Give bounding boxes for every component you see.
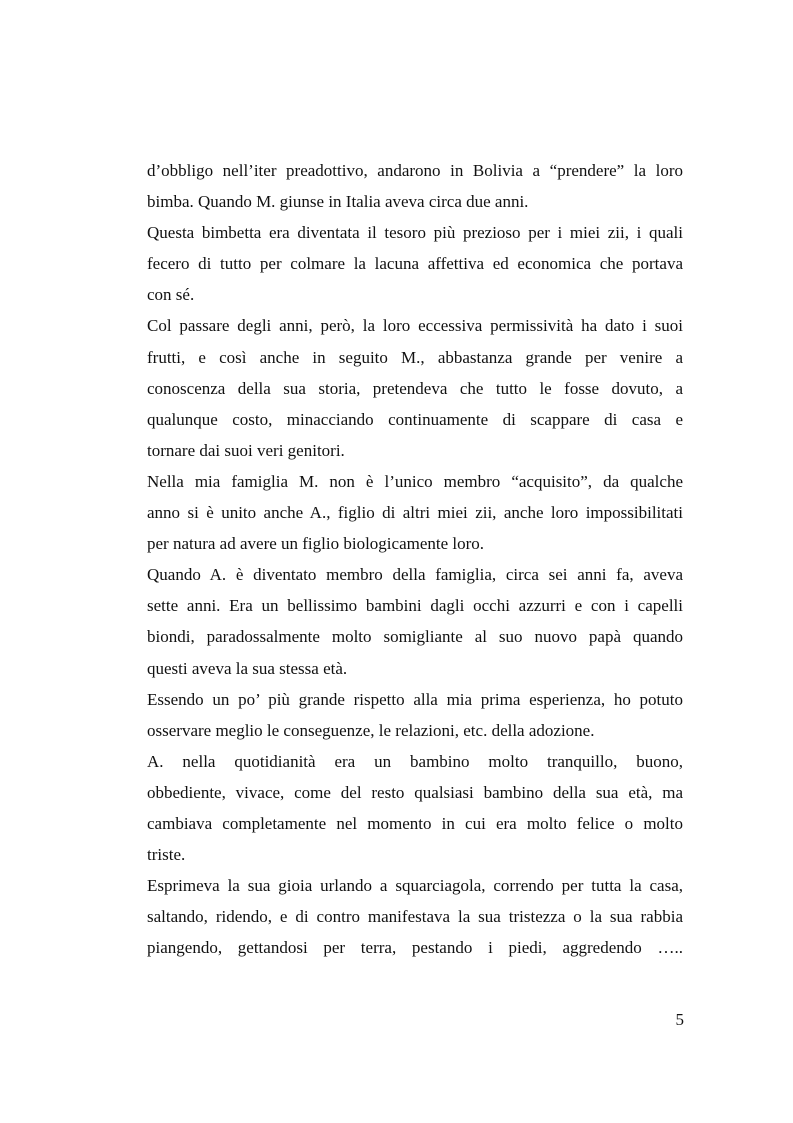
text-line: qualunque costo, minacciando continuamente di scappare di casa e xyxy=(147,409,683,429)
text-line: A. nella quotidianità era un bambino molto tranquillo, buono, xyxy=(147,751,683,771)
text-line: osservare meglio le conseguenze, le relazioni, etc. della adozione. xyxy=(147,720,595,740)
body-text xyxy=(147,155,683,963)
text-line: anno si è unito anche A., figlio di altri miei zii, anche loro impossibilitati xyxy=(147,503,683,523)
text-line: tornare dai suoi veri genitori. xyxy=(147,440,345,460)
text-line: sette anni. Era un bellissimo bambini dagli occhi azzurri e con i capelli xyxy=(147,596,683,616)
text-line: d’obbligo nell’iter preadottivo, andarono in Bolivia a “prendere” la loro xyxy=(147,161,683,180)
text-line: saltando, ridendo, e di contro manifestava la sua tristezza o la sua rabbia xyxy=(147,907,683,927)
text-line: bimba. Quando M. giunse in Italia aveva circa due anni. xyxy=(147,192,529,212)
text-line: Esprimeva la sua gioia urlando a squarciagola, correndo per tutta la casa, xyxy=(147,876,683,896)
text-line: piangendo, gettandosi per terra, pestando i piedi, aggredendo ….. xyxy=(147,938,683,958)
text-line: questi aveva la sua stessa età. xyxy=(147,658,348,678)
text-line: biondi, paradossalmente molto somigliante al suo nuovo papà quando xyxy=(147,627,683,647)
text-line: Quando A. è diventato membro della famiglia, circa sei anni fa, aveva xyxy=(147,565,683,585)
text-line: frutti, e così anche in seguito M., abbastanza grande per venire a xyxy=(147,347,683,367)
text-line: conoscenza della sua storia, pretendeva che tutto le fosse dovuto, a xyxy=(147,378,683,398)
text-line: Questa bimbetta era diventata il tesoro più prezioso per i miei zii, i quali xyxy=(147,223,683,243)
text-line: Nella mia famiglia M. non è l’unico membro “acquisito”, da qualche xyxy=(147,471,683,491)
text-line: fecero di tutto per colmare la lacuna affettiva ed economica che portava xyxy=(147,254,683,274)
text-line: per natura ad avere un figlio biologicamente loro. xyxy=(147,534,485,554)
text-line: obbediente, vivace, come del resto qualsiasi bambino della sua età, ma xyxy=(147,782,683,802)
text-line: con sé. xyxy=(147,285,195,305)
text-line: Essendo un po’ più grande rispetto alla mia prima esperienza, ho potuto xyxy=(147,689,683,709)
page-number: 5 xyxy=(675,1010,684,1029)
text-line: cambiava completamente nel momento in cui era molto felice o molto xyxy=(147,813,683,833)
text-line: triste. xyxy=(147,845,186,865)
text-line: Col passare degli anni, però, la loro eccessiva permissività ha dato i suoi xyxy=(147,316,683,336)
